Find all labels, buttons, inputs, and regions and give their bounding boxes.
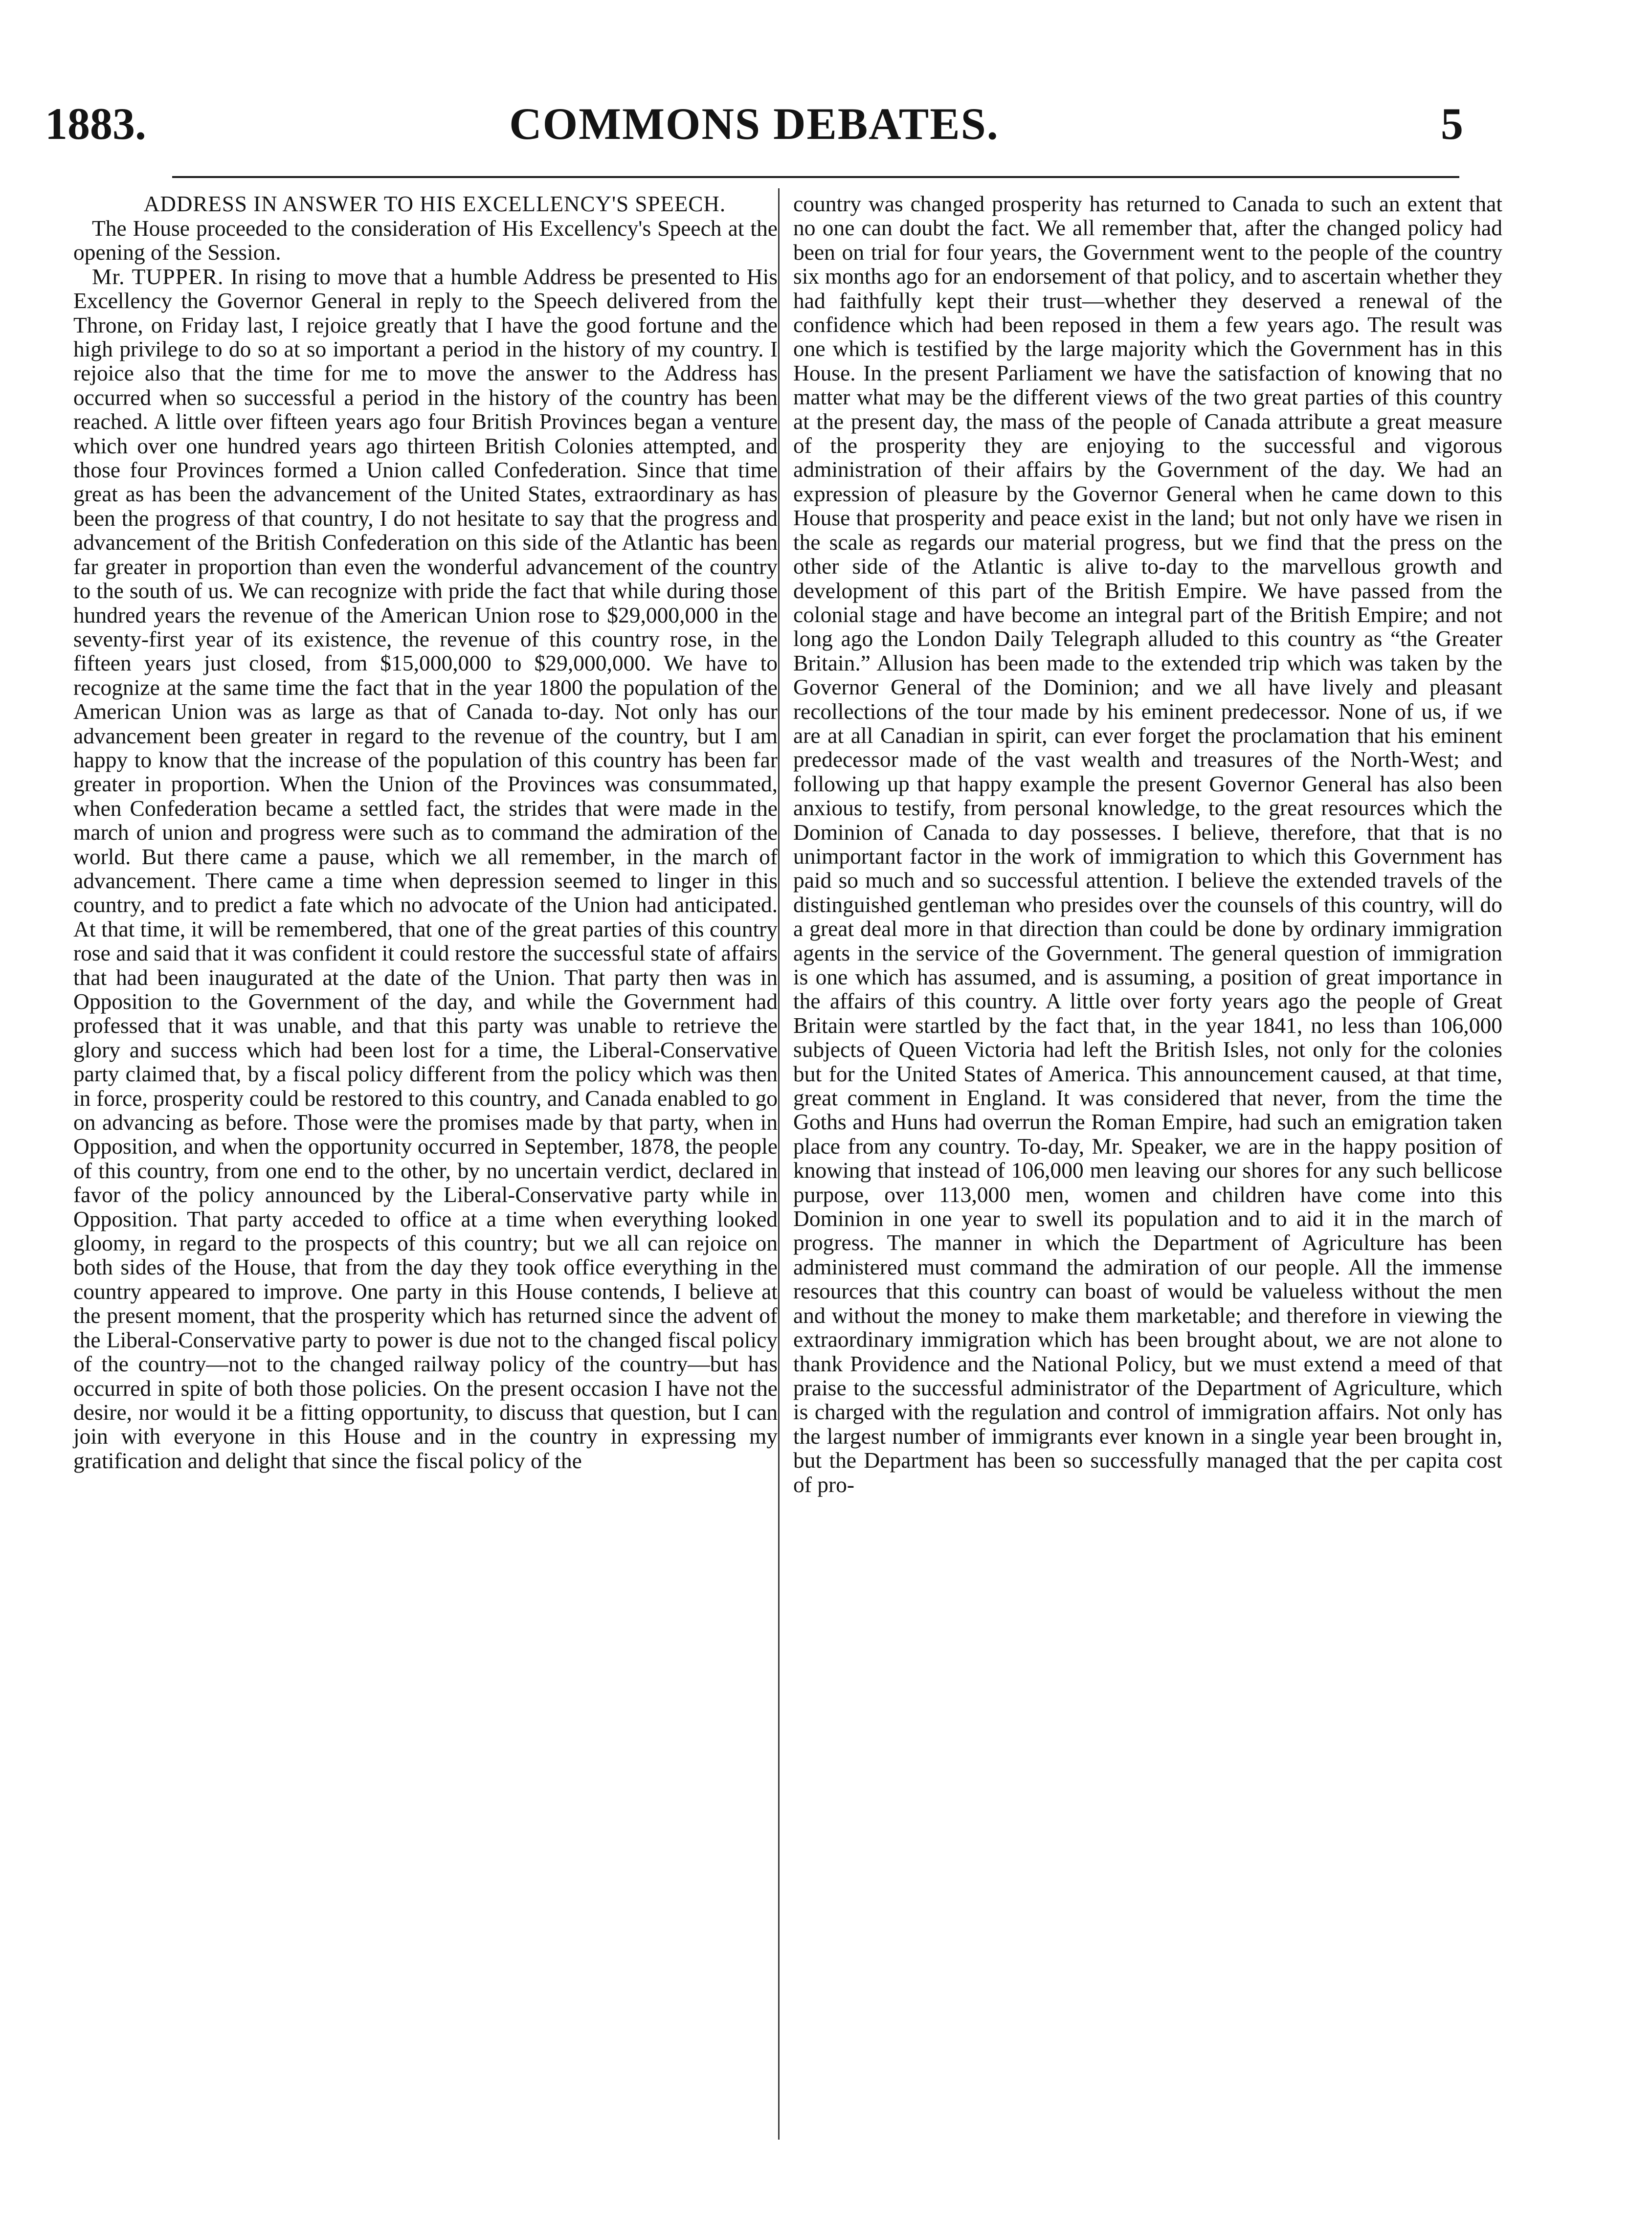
header-title: COMMONS DEBATES.: [509, 99, 999, 149]
column-divider: [778, 188, 780, 2140]
page-number: 5: [1441, 99, 1463, 149]
left-column: [73, 192, 778, 1473]
section-title: ADDRESS IN ANSWER TO HIS EXCELLENCY'S SPEECH.: [143, 192, 726, 216]
header-year: 1883.: [45, 99, 146, 149]
speech-paragraph: [73, 265, 778, 1473]
intro-paragraph: The House proceeded to the consideration of His Excellency's Speech at the opening of the Session.: [73, 216, 778, 265]
header-rule: [172, 176, 1459, 178]
speech-text: In rising to move that a humble Address be presented to His Excellency the Governor General in reply to the Speech delivered from the Throne, on Friday last, I rejoice greatly that I have the good fortune and the high privilege to do so at so important a period in the history of my country. I rejoice also that the time for me to move the answer to the Address has occurred when so successful a period in the history of the country has been reached. A little over fifteen years ago four British Provinces began a venture which over one hundred years ago thirteen British Colonies attempted, and those four Provinces formed a Union called Confederation. Since that time great as has been the advancement of the United States, extraordinary as has been the progress of that country, I do not hesitate to say that the progress and advancement of the British Confederation on this side of the Atlantic has been far greater in proportion than even the wonderful advancement of the country to the south of us. We can recognize with pride the fact that while during those hundred years the revenue of the American Union rose to $29,000,000 in the seventy-first year of its existence, the revenue of this country rose, in the fifteen years just closed, from $15,000,000 to $29,000,000. We have to recognize at the same time the fact that in the year 1800 the population of the American Union was as large as that of Canada to-day. Not only has our advancement been greater in regard to the revenue of the country, but I am happy to know that the increase of the population of this country has been far greater in proportion. When the Union of the Provinces was consummated, when Confederation became a settled fact, the strides that were made in the march of union and progress were such as to command the admiration of the world. But there came a pause, which we all remember, in the march of advancement. There came a time when depression seemed to linger in this country, and to predict a fate which no advocate of the Union had anticipated. At that time, it will be remembered, that one of the great parties of this country rose and said that it was confident it could restore the successful state of affairs that had been inaugurated at the date of the Union. That party then was in Opposition to the Government of the day, and while the Government had professed that it was unable, and that this party was unable to retrieve the glory and success which had been lost for a time, the Liberal-Conservative party claimed that, by a fiscal policy different from the policy which was then in force, prosperity could be restored to this country, and Canada enabled to go on advancing as before. Those were the promises made by that party, when in Opposition, and when the opportunity occurred in September, 1878, the people of this country, from one end to the other, by no uncertain verdict, declared in favor of the policy announced by the Liberal-Conservative party while in Opposition. That party acceded to office at a time when everything looked gloomy, in regard to the prospects of this country; but we all can rejoice on both sides of the House, that from the day they took office everything in the country appeared to improve. One party in this House contends, I believe at the present moment, that the prosperity which has returned since the advent of the Liberal-Conservative party to power is due not to the changed fiscal policy of the country—not to the changed railway policy of the country—but has occurred in spite of both those policies. On the present occasion I have not the desire, nor would it be a fitting opportunity, to discuss that question, but I can join with everyone in this House and in the country in expressing my gratification and delight that since the fiscal policy of the: [73, 264, 778, 1473]
continued-paragraph: country was changed prosperity has returned to Canada to such an extent that no one can doubt the fact. We all remember that, after the changed policy had been on trial for four years, the Government went to the people of the country six months ago for an endorsement of that policy, and to ascertain whether they had faithfully kept their trust—whether they deserved a renewal of the confidence which had been reposed in them a few years ago. The result was one which is testified by the large majority which the Government has in this House. In the present Parliament we have the satisfaction of knowing that no matter what may be the different views of the two great parties of this country at the present day, the mass of the people of Canada attribute a great measure of the prosperity they are enjoying to the successful and vigorous administration of their affairs by the Government of the day. We had an expression of pleasure by the Governor General when he came down to this House that prosperity and peace exist in the land; but not only have we risen in the scale as regards our material progress, but we find that the press on the other side of the Atlantic is alive to-day to the marvellous growth and development of this part of the British Empire. We have passed from the colonial stage and have become an integral part of the British Empire; and not long ago the London Daily Telegraph alluded to this country as “the Greater Britain.” Allusion has been made to the extended trip which was taken by the Governor General of the Dominion; and we all have lively and pleasant recollections of the tour made by his eminent predecessor. None of us, if we are at all Canadian in spirit, can ever forget the proclamation that his eminent predecessor made of the vast wealth and treasures of the North-West; and following up that happy example the present Governor General has also been anxious to testify, from personal knowledge, to the great resources which the Dominion of Canada to day possesses. I believe, therefore, that that is no unimportant factor in the work of immigration to which this Government has paid so much and so successful attention. I believe the extended travels of the distinguished gentleman who presides over the counsels of this country, will do a great deal more in that direction than could be done by ordinary immigration agents in the service of the Government. The general question of immigration is one which has assumed, and is assuming, a position of great importance in the affairs of this country. A little over forty years ago the people of Great Britain were startled by the fact that, in the year 1841, no less than 106,000 subjects of Queen Victoria had left the British Isles, not only for the colonies but for the United States of America. This announcement caused, at that time, great comment in England. It was considered that never, from the time the Goths and Huns had overrun the Roman Empire, had such an emigration taken place from any country. To-day, Mr. Speaker, we are in the happy position of knowing that instead of 106,000 men leaving our shores for any such bellicose purpose, over 113,000 men, women and children have come into this Dominion in one year to swell its population and to aid it in the march of progress. The manner in which the Department of Agriculture has been administered must command the admiration of our people. All the immense resources that this country can boast of would be valueless without the men and without the money to make them marketable; and therefore in viewing the extraordinary immigration which has been brought about, we are not alone to thank Providence and the National Policy, but we must extend a meed of that praise to the successful administrator of the Department of Agriculture, which is charged with the regulation and control of immigration affairs. Not only has the largest number of immigrants ever known in a single year been brought in, but the Department has been so successfully managed that the per capita cost of pro-: [793, 191, 1502, 1497]
right-column: [793, 192, 1502, 1497]
page-header: [45, 92, 1463, 156]
speaker-name: Mr. TUPPER.: [92, 264, 224, 289]
